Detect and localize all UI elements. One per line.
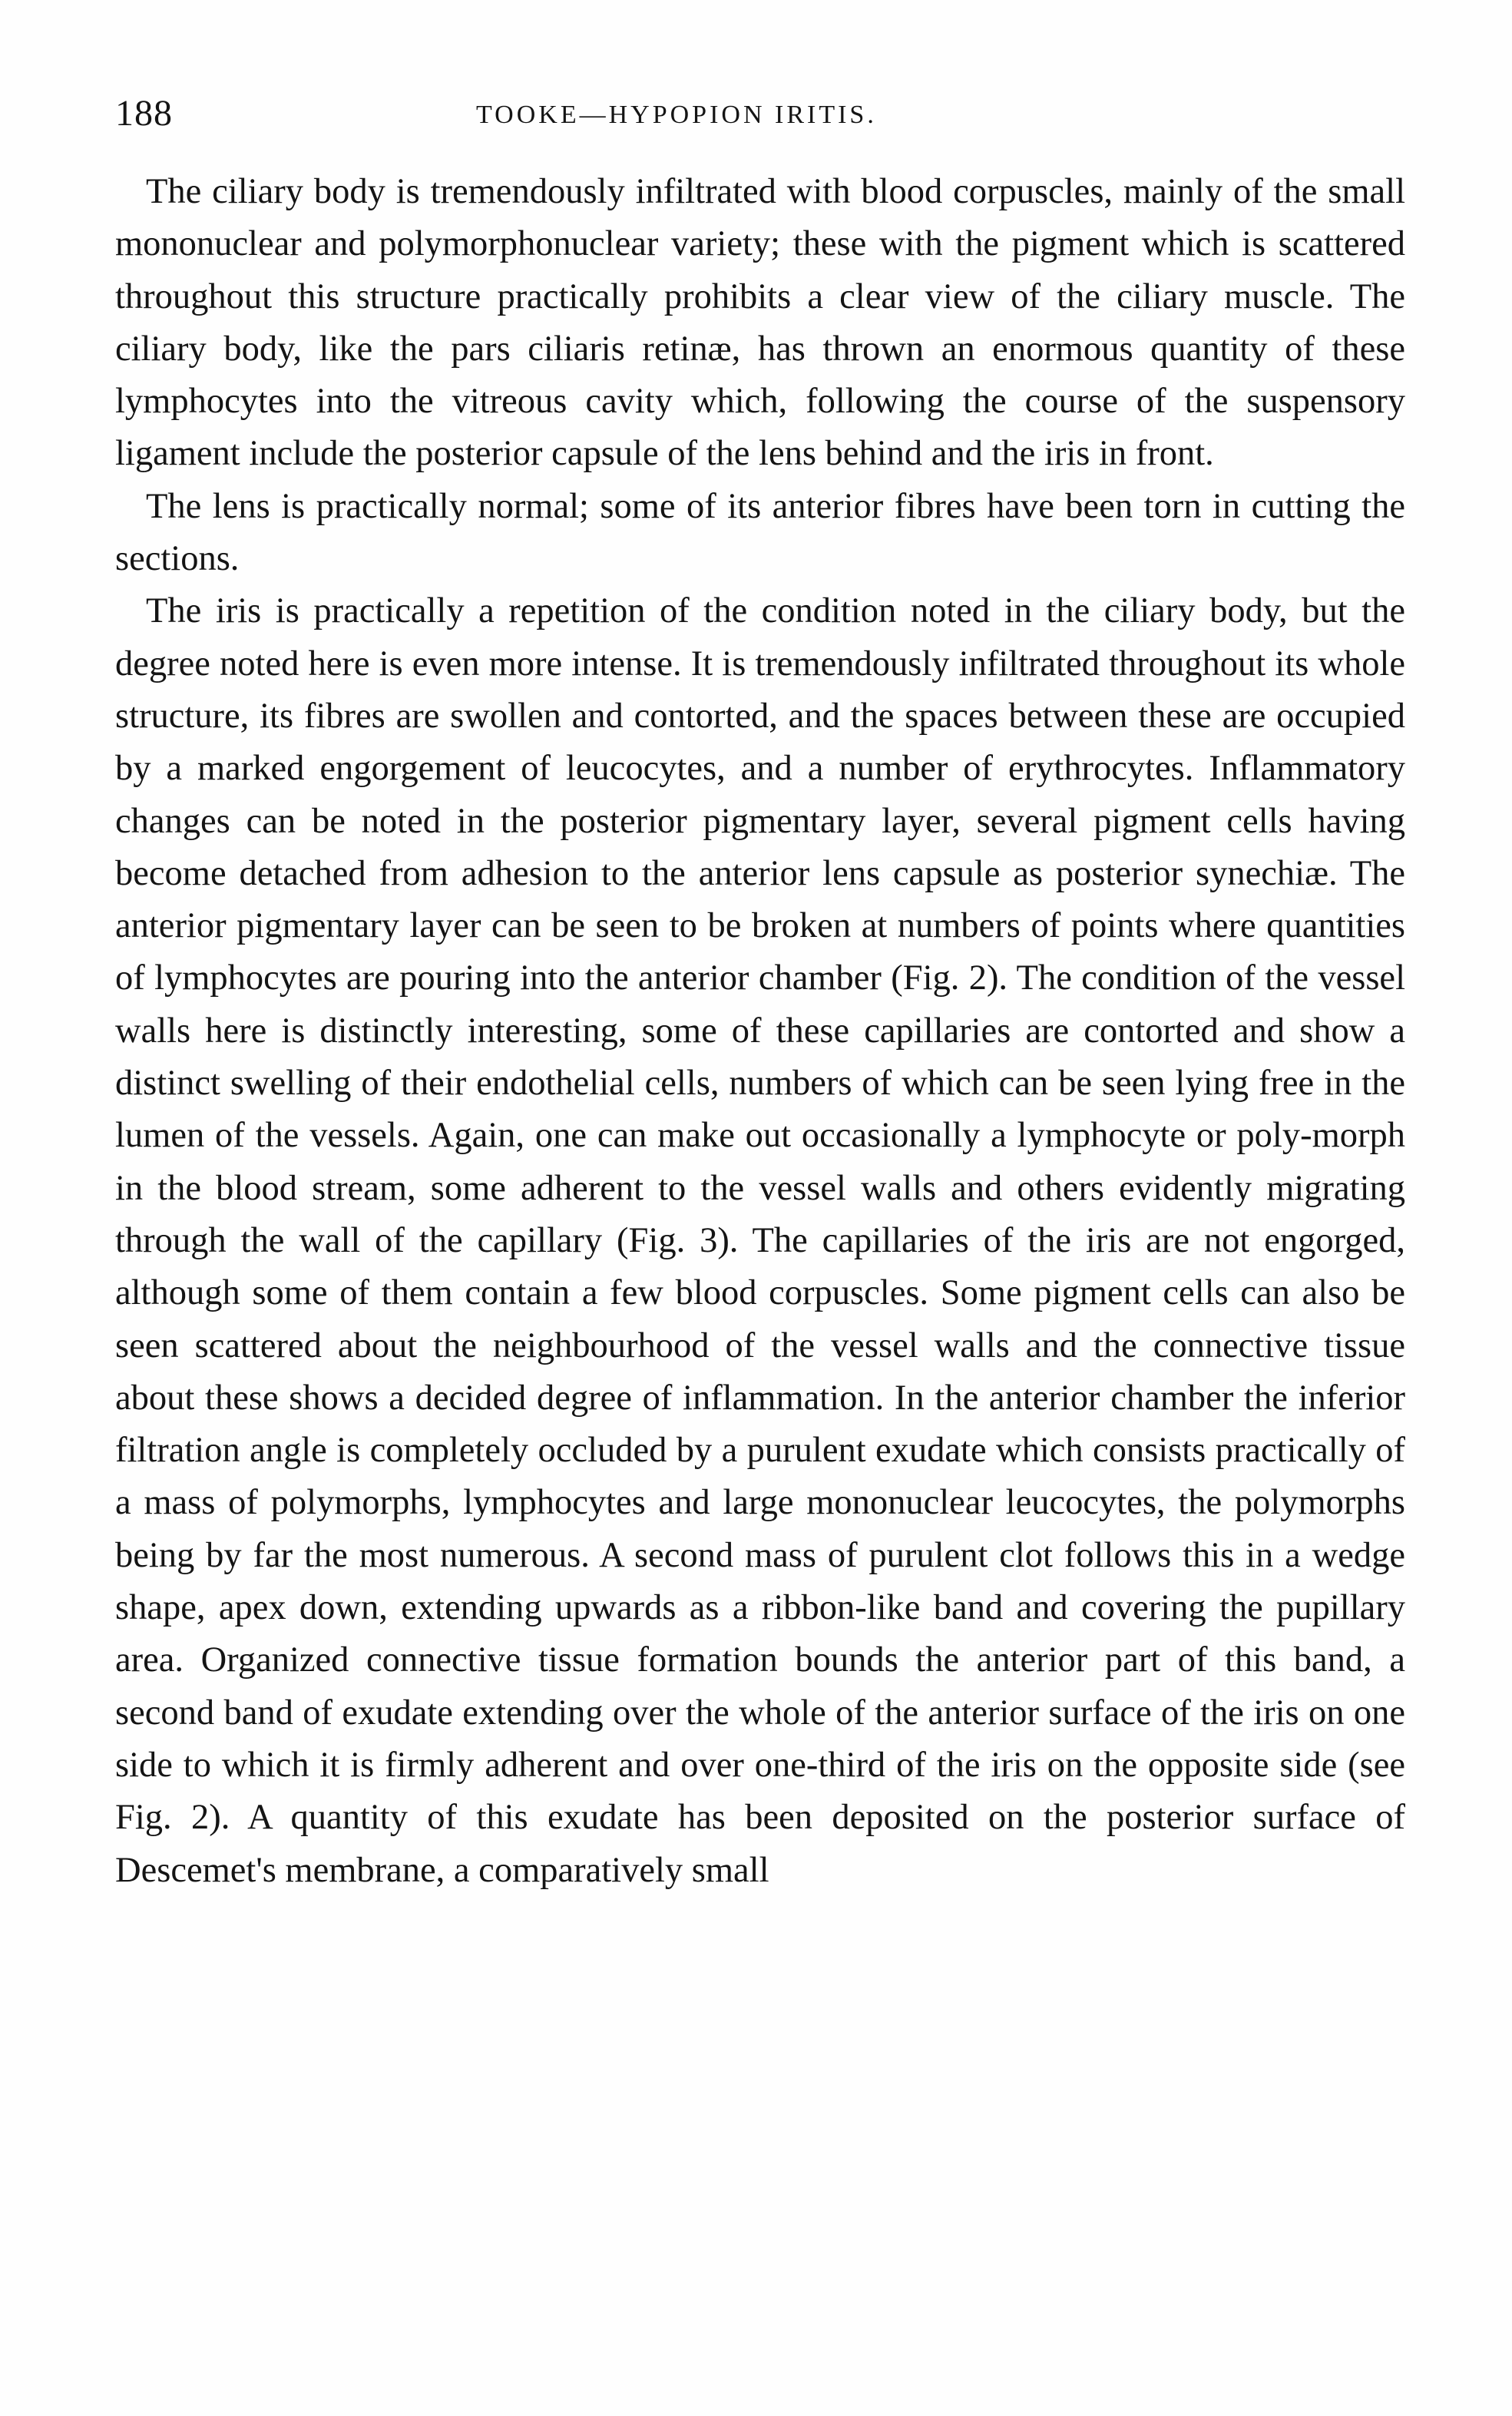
- running-head: [115, 92, 1405, 154]
- body-text: [115, 166, 1405, 1897]
- paragraph-lens: The lens is practically normal; some of its anterior fibres have been torn in cutting the sections.: [115, 486, 1405, 579]
- page-number: 188: [115, 93, 173, 134]
- running-title: TOOKE—HYPOPION IRITIS.: [476, 101, 877, 129]
- paragraph-iris: The iris is practically a repetition of the condition noted in the ciliary body, but the degree noted here is even more intense. It is tremendously infiltrated throughout its whole structure, its fibres are swollen and contorted, and the spaces between these are occupied by a marked engorgement of leucocytes, and a number of erythrocytes. Inflammatory changes can be noted in the posterior pigmentary layer, several pigment cells having become detached from adhesion to the anterior lens capsule as posterior synechiæ. The anterior pigmentary layer can be seen to be broken at numbers of points where quantities of lymphocytes are pouring into the anterior chamber (Fig. 2). The condition of the vessel walls here is distinctly interesting, some of these capillaries are contorted and show a distinct swelling of their endothelial cells, numbers of which can be seen lying free in the lumen of the vessels. Again, one can make out occasionally a lymphocyte or poly-morph in the blood stream, some adherent to the vessel walls and others evidently migrating through the wall of the capillary (Fig. 3). The capillaries of the iris are not engorged, although some of them contain a few blood corpuscles. Some pigment cells can also be seen scattered about the neighbourhood of the vessel walls and the connective tissue about these shows a decided degree of inflammation. In the anterior chamber the inferior filtration angle is completely occluded by a purulent exudate which consists practically of a mass of polymorphs, lymphocytes and large mononuclear leucocytes, the polymorphs being by far the most numerous. A second mass of purulent clot follows this in a wedge shape, apex down, extending upwards as a ribbon-like band and covering the pupillary area. Organized connective tissue formation bounds the anterior part of this band, a second band of exudate extending over the whole of the anterior surface of the iris on one side to which it is firmly adherent and over one-third of the iris on the opposite side (see Fig. 2). A quantity of this exudate has been deposited on the posterior surface of Descemet's membrane, a comparatively small: [115, 591, 1405, 1890]
- paragraph-ciliary-body: The ciliary body is tremendously infiltrated with blood corpuscles, mainly of the small mononuclear and polymorphonuclear variety; these with the pigment which is scattered throughout this structure practically prohibits a clear view of the ciliary muscle. The ciliary body, like the pars ciliaris retinæ, has thrown an enormous quantity of these lymphocytes into the vitreous cavity which, following the course of the suspensory ligament include the posterior capsule of the lens behind and the iris in front.: [115, 172, 1405, 474]
